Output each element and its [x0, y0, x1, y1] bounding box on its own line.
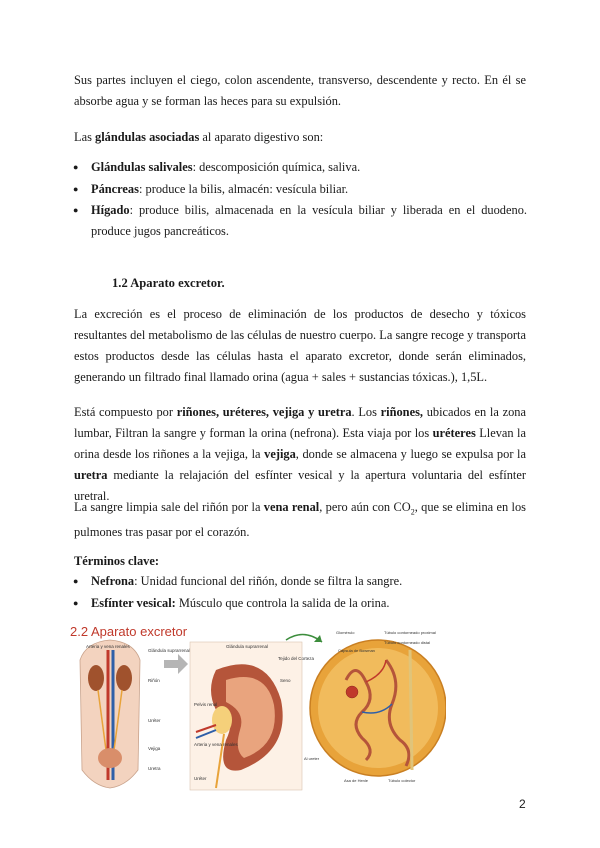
text-run: , que se elimina en los pulmones tras pasar por el corazón. [74, 500, 526, 540]
label-asa: Asa de Henle [344, 778, 369, 783]
gland-item-pancreas [73, 179, 527, 200]
gland-desc: : produce la bilis, almacén: vesícula biliar. [138, 182, 349, 196]
term-item-esfinter [73, 593, 527, 614]
bullet-icon: ● [73, 162, 79, 172]
arrow-icon [164, 654, 188, 674]
bold-term: vejiga [264, 447, 296, 461]
label-arteria2: Arteria y vena renales [194, 742, 238, 747]
label-rinon: Riñón [148, 678, 160, 683]
bold-term: uretra [74, 468, 108, 482]
composition-paragraph [74, 402, 526, 507]
subscript: 2 [410, 507, 415, 517]
figure-title: 2.2 Aparato excretor [70, 624, 188, 639]
label-ureter: Uréter [148, 718, 161, 723]
bullet-icon: ● [73, 184, 79, 194]
bladder-shape [98, 748, 122, 768]
text-run: La sangre limpia sale del riñón por la [74, 500, 264, 514]
label-cap: Cápsula de Bowman [338, 648, 375, 653]
label-arteria: Arteria y vena renales [86, 644, 130, 649]
label-ureter2: Uréter [194, 776, 207, 781]
bullet-icon: ● [73, 576, 79, 586]
term-item-nefrona [73, 571, 527, 592]
text-run: al aparato digestivo son: [199, 130, 324, 144]
key-term-desc: Músculo que controla la salida de la orina. [175, 596, 390, 610]
label-glom: Glomérulo [336, 630, 355, 635]
label-pelvis: Pelvis renal [194, 702, 218, 707]
key-term-desc: : Unidad funcional del riñón, donde se filtra la sangre. [134, 574, 403, 588]
gland-desc: : produce bilis, almacenada en la vesícula biliar y liberada en el duodeno. produce jugos pancreáticos. [91, 203, 527, 238]
gland-item-salivales [73, 157, 527, 178]
blood-paragraph [74, 497, 526, 543]
text-run: mediante la relajación del esfínter vesical y la apertura voluntaria del esfínter uretral. [74, 468, 526, 503]
excretion-paragraph: La excreción es el proceso de eliminación de los productos de desecho y tóxicos resultantes del metabolismo de las células de nuestro cuerpo. La sangre recoge y transporta estos productos desde las células hasta el aparato excretor, donde serán eliminados, generando un filtrado final llamado orina (agua + sales + sustancias tóxicas.), 1,5L. [74, 307, 526, 384]
kidney-section-illustration [190, 642, 302, 790]
bullet-icon: ● [73, 205, 79, 215]
label-tejido: Tejido del Corteza [278, 656, 315, 661]
bold-term: vena renal [263, 500, 320, 514]
left-kidney-shape [88, 665, 104, 691]
gland-term: Páncreas [91, 182, 139, 196]
gland-term: Hígado [91, 203, 130, 217]
text-run: Llevan la orina desde los riñones a la vejiga, la [74, 426, 526, 461]
glandulas-paragraph [74, 127, 526, 148]
label-tubulo2: Túbulo contorneado distal [384, 640, 431, 645]
bold-term: uréteres [432, 426, 476, 440]
green-arrowhead-icon [314, 635, 322, 642]
section-heading: 1.2 Aparato excretor. [112, 276, 225, 290]
body-illustration [80, 640, 140, 788]
key-term: Nefrona [91, 574, 135, 588]
excretory-system-figure [66, 620, 446, 792]
text-run: , donde se almacena y luego se expulsa por la [295, 447, 526, 461]
label-nefrona: Al ureter [304, 756, 320, 761]
label-colector: Túbulo colector [388, 778, 416, 783]
terms-heading: Términos clave: [74, 554, 159, 568]
label-tubulo: Túbulo contorneado proximal [384, 630, 436, 635]
bullet-icon: ● [73, 598, 79, 608]
label-uretra: Uretra [148, 766, 161, 771]
bold-term: riñones, uréteres, vejiga y uretra [176, 405, 352, 419]
label-seno: Seno [280, 678, 291, 683]
right-kidney-shape [116, 665, 132, 691]
label-glandula2: Glándula suprarrenal [226, 644, 269, 649]
text-run: . Los [351, 405, 381, 419]
label-glandula: Glándula suprarrenal [148, 648, 191, 653]
text-run: ubicados en la zona lumbar, Filtran la sangre y forman la orina (nefrona). Esta viaja por los [74, 405, 526, 440]
page-number: 2 [519, 797, 526, 811]
label-vejiga: Vejiga [148, 746, 161, 751]
bold-term: glándulas asociadas [95, 130, 200, 144]
text-run: , pero aún con CO [319, 500, 411, 514]
nephron-illustration [310, 640, 446, 776]
text-run: Está compuesto por [74, 405, 177, 419]
text-run: Las [74, 130, 95, 144]
intro-paragraph: Sus partes incluyen el ciego, colon ascendente, transverso, descendente y recto. En él se absorbe agua y se forman las heces para su expulsión. [74, 73, 526, 108]
gland-term: Glándulas salivales [91, 160, 193, 174]
gland-item-higado [73, 200, 527, 242]
gland-desc: : descomposición química, saliva. [192, 160, 361, 174]
bold-term: riñones, [380, 405, 423, 419]
key-term: Esfínter vesical: [91, 596, 176, 610]
